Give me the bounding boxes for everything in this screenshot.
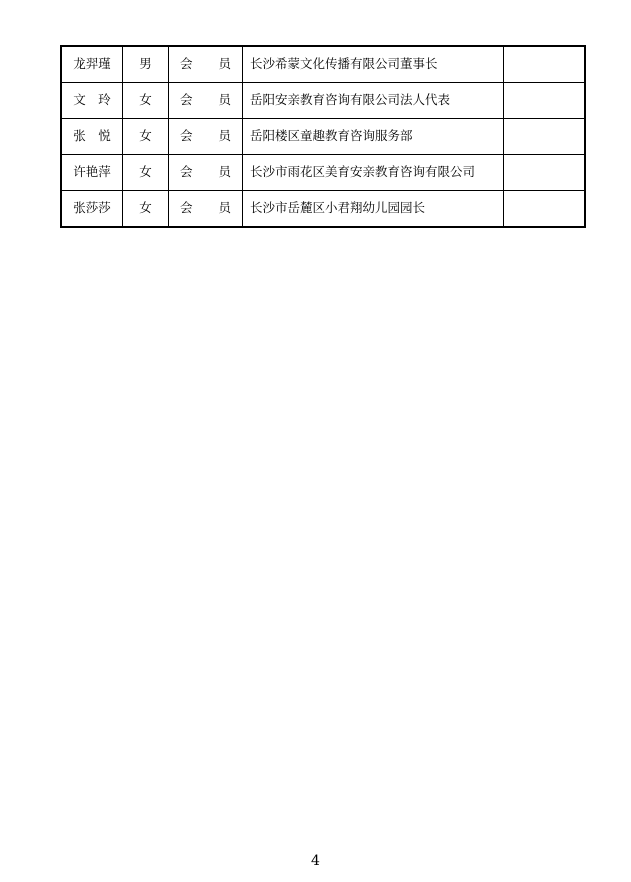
member-name: 张 悦 [61,119,123,155]
member-role [169,191,243,228]
member-note [504,46,586,83]
member-role-char-2: 员 [218,200,231,216]
member-role [169,155,243,191]
table-row [61,83,585,119]
member-gender: 女 [123,155,169,191]
member-role-char-1: 会 [180,128,193,144]
member-name: 许艳萍 [61,155,123,191]
member-unit: 岳阳安亲教育咨询有限公司法人代表 [243,83,504,119]
member-name: 张莎莎 [61,191,123,228]
member-name: 文 玲 [61,83,123,119]
member-gender: 女 [123,191,169,228]
member-note [504,191,586,228]
member-role-char-1: 会 [180,164,193,180]
member-role [169,119,243,155]
member-role-char-1: 会 [180,92,193,108]
member-role-char-2: 员 [218,164,231,180]
member-gender: 女 [123,83,169,119]
member-unit: 长沙希蒙文化传播有限公司董事长 [243,46,504,83]
member-table [60,45,586,228]
member-gender: 男 [123,46,169,83]
member-note [504,119,586,155]
member-role-char-2: 员 [218,56,231,72]
table-row [61,119,585,155]
member-role-char-1: 会 [180,56,193,72]
member-role [169,83,243,119]
member-note [504,155,586,191]
member-role-char-2: 员 [218,128,231,144]
member-unit: 长沙市岳麓区小君翔幼儿园园长 [243,191,504,228]
member-gender: 女 [123,119,169,155]
table-row [61,155,585,191]
member-unit: 岳阳楼区童趣教育咨询服务部 [243,119,504,155]
member-note [504,83,586,119]
member-role-char-1: 会 [180,200,193,216]
table-row [61,46,585,83]
member-name: 龙羿瑾 [61,46,123,83]
member-table-body [61,46,585,227]
table-row [61,191,585,228]
page-number: 4 [311,853,320,869]
member-role-char-2: 员 [218,92,231,108]
member-unit: 长沙市雨花区美育安亲教育咨询有限公司 [243,155,504,191]
member-role [169,46,243,83]
